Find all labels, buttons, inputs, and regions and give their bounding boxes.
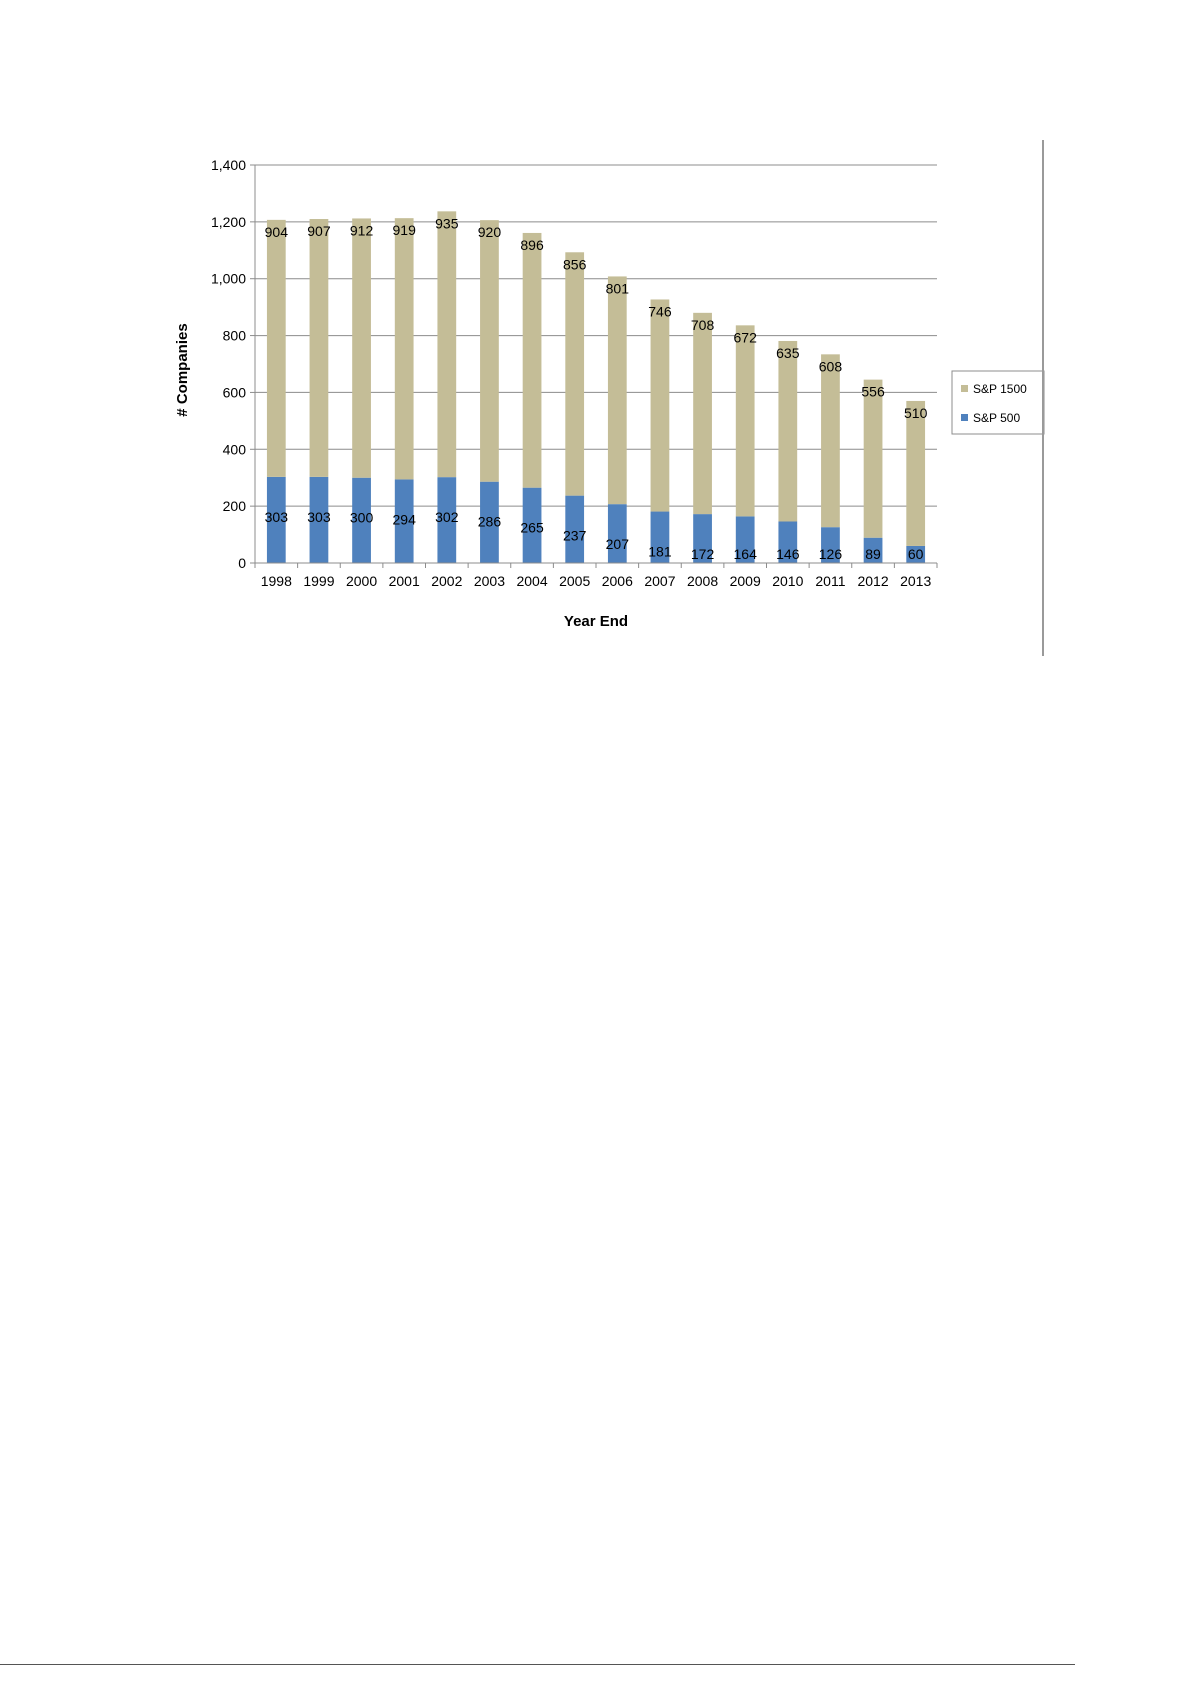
x-tick-label: 2010 [772, 573, 804, 589]
x-tick-label: 2001 [388, 573, 420, 589]
x-tick-label: 2000 [345, 573, 378, 589]
x-tick-label: 2013 [900, 573, 932, 589]
stacked-bar-chart [0, 0, 1191, 700]
data-label-sp500: 89 [865, 546, 881, 562]
x-tick-label: 1998 [260, 573, 292, 589]
bar-sp1500-2008 [693, 313, 712, 514]
legend [952, 371, 1044, 434]
legend-label: S&P 500 [973, 411, 1021, 425]
data-label-sp1500: 801 [605, 280, 629, 297]
data-label-sp500: 286 [477, 513, 502, 530]
bar-sp1500-2013 [906, 401, 925, 546]
data-label-sp500: 164 [733, 546, 757, 562]
x-axis-title: Year End [563, 613, 629, 630]
bar-sp1500-2006 [608, 276, 627, 504]
data-label-sp1500: 510 [904, 404, 928, 421]
y-tick-label: 800 [222, 327, 246, 344]
data-label-sp1500: 920 [477, 224, 502, 241]
data-label-sp500: 207 [605, 536, 629, 553]
bar-sp1500-2012 [864, 380, 883, 538]
data-label-sp1500: 672 [733, 329, 757, 346]
legend-swatch [961, 414, 968, 421]
data-label-sp1500: 608 [818, 358, 843, 375]
data-label-sp1500: 907 [307, 223, 331, 240]
footer-rule [0, 1664, 1075, 1665]
bar-sp1500-2003 [480, 220, 499, 482]
data-label-sp1500: 912 [349, 222, 374, 239]
x-tick-label: 2004 [516, 573, 548, 589]
bar-sp1500-2009 [736, 325, 755, 516]
bar-sp1500-2007 [651, 299, 670, 511]
bar-sp1500-2004 [523, 233, 542, 488]
data-label-sp1500: 935 [435, 215, 459, 232]
x-tick-label: 2012 [857, 573, 889, 589]
vertical-divider [1042, 140, 1044, 656]
bar-sp1500-1999 [310, 219, 329, 477]
data-label-sp500: 302 [435, 509, 459, 526]
bar-sp1500-2010 [778, 341, 797, 522]
x-tick-label: 2009 [729, 573, 761, 589]
data-label-sp1500: 556 [861, 383, 885, 400]
x-tick-label: 1999 [303, 573, 335, 589]
bar-sp1500-2002 [437, 211, 456, 477]
x-tick-label: 2003 [473, 573, 506, 589]
x-tick-label: 2007 [644, 573, 676, 589]
bar-sp1500-1998 [267, 220, 286, 477]
data-label-sp1500: 919 [392, 222, 416, 239]
data-label-sp1500: 904 [264, 223, 288, 240]
data-label-sp1500: 896 [520, 236, 544, 253]
x-tick-label: 2002 [431, 573, 463, 589]
y-tick-label: 1,000 [210, 270, 246, 287]
data-label-sp500: 265 [520, 519, 544, 536]
data-label-sp500: 146 [776, 546, 800, 562]
y-axis-title: # Companies [174, 323, 191, 417]
y-tick-label: 1,400 [210, 157, 246, 173]
y-tick-label: 200 [222, 498, 246, 515]
bar-sp1500-2000 [352, 218, 371, 477]
data-label-sp500: 172 [690, 546, 715, 562]
bar-sp500-2006 [608, 504, 627, 563]
bar-sp1500-2001 [395, 218, 414, 479]
data-label-sp500: 294 [392, 511, 416, 528]
data-label-sp500: 237 [563, 527, 587, 544]
x-tick-label: 2005 [559, 573, 591, 589]
y-tick-label: 1,200 [210, 213, 246, 230]
bar-sp1500-2011 [821, 354, 840, 527]
data-label-sp1500: 708 [690, 316, 715, 333]
data-label-sp500: 60 [907, 546, 924, 562]
data-label-sp500: 303 [307, 508, 331, 525]
data-label-sp500: 181 [648, 543, 672, 560]
data-label-sp1500: 635 [776, 344, 800, 361]
y-tick-label: 0 [238, 555, 246, 571]
x-tick-label: 2006 [601, 573, 633, 589]
y-tick-label: 600 [222, 384, 246, 401]
x-tick-label: 2011 [815, 573, 846, 589]
data-label-sp1500: 856 [563, 256, 587, 273]
data-label-sp500: 300 [349, 509, 374, 526]
bar-sp1500-2005 [565, 252, 584, 495]
legend-label: S&P 1500 [973, 382, 1027, 396]
legend-swatch [961, 385, 968, 392]
data-label-sp500: 303 [264, 508, 288, 525]
x-tick-label: 2008 [686, 573, 719, 589]
data-label-sp500: 126 [818, 546, 843, 562]
y-tick-label: 400 [222, 441, 246, 458]
data-label-sp1500: 746 [648, 303, 672, 320]
